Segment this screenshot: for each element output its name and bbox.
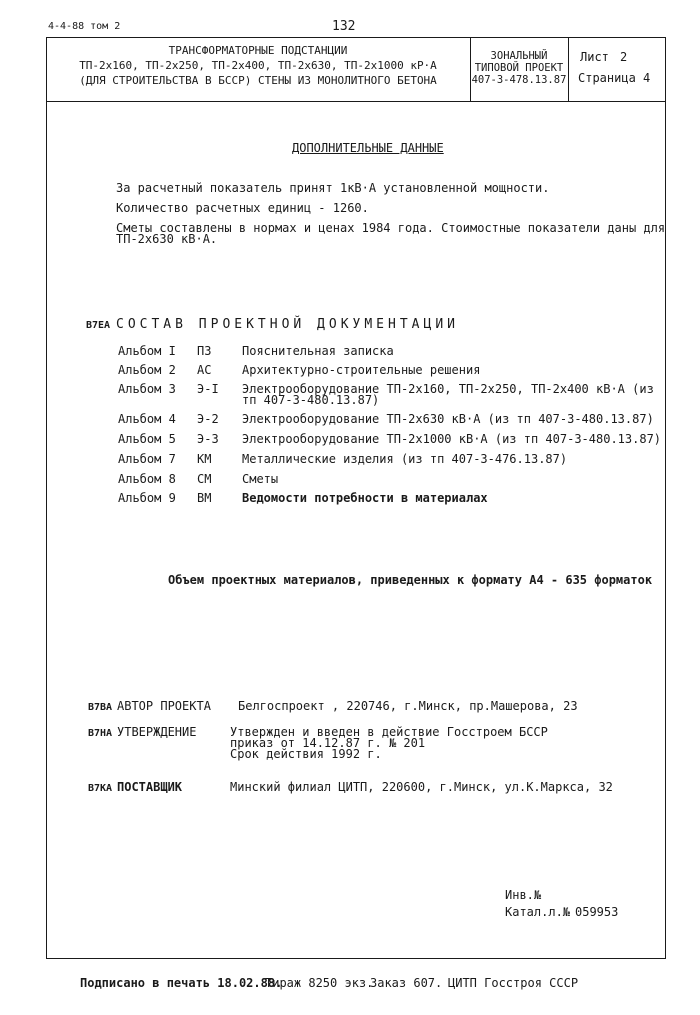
page-value: 4	[643, 71, 651, 85]
album-label: Альбом 5	[118, 432, 176, 446]
album-label: Альбом 2	[118, 363, 176, 377]
album-label: Альбом 8	[118, 472, 176, 486]
sheet-value: 2	[620, 50, 628, 64]
project-line: ЗОНАЛЬНЫЙ	[490, 50, 548, 62]
additional-line: Количество расчетных единиц - 1260.	[116, 201, 369, 215]
catalog-value: 059953	[575, 905, 619, 919]
album-name-continued: тп 407-3-480.13.87)	[242, 393, 380, 407]
approval-code: В7НА	[88, 728, 113, 739]
approval-line: Срок действия 1992 г.	[230, 747, 382, 761]
album-name: Ведомости потребности в материалах	[242, 491, 488, 505]
project-line: ТИПОВОЙ ПРОЕКТ	[474, 62, 564, 74]
header-title	[48, 43, 468, 88]
album-code: АС	[197, 363, 212, 377]
header-title-line: (ДЛЯ СТРОИТЕЛЬСТВА В БССР) СТЕНЫ ИЗ МОНОЛИТНОГО БЕТОНА	[79, 74, 437, 87]
sheet-label: Лист	[580, 50, 609, 64]
project-line: 407-3-478.13.87	[471, 74, 567, 86]
author-code: В7ВА	[88, 702, 113, 713]
additional-line: Сметы составлены в нормах и ценах 1984 года. Стоимостные показатели даны для	[116, 221, 666, 235]
footer-print-run: Тираж 8250 экз.	[265, 976, 374, 990]
additional-line: ТП-2х630 кВ·А.	[116, 232, 218, 246]
additional-line: За расчетный показатель принят 1кВ·А установленной мощности.	[116, 181, 550, 195]
footer-publisher: ЦИТП Госстроя СССР	[448, 976, 579, 990]
footer-signed: Подписано в печать 18.02.88.	[80, 976, 283, 990]
album-name: Архитектурно-строительные решения	[242, 363, 481, 377]
page-number: 132	[332, 19, 356, 34]
footer-order: Заказ 607.	[370, 976, 443, 990]
project-code-box	[471, 50, 567, 86]
album-code: Э-I	[197, 382, 219, 396]
album-code: Э-3	[197, 432, 219, 446]
header-divider-2	[568, 38, 569, 101]
album-name: Электрооборудование ТП-2х160, ТП-2х250, ТП-2х400 кВ·А (из	[242, 382, 654, 396]
page-label: Страница	[578, 71, 636, 85]
album-name: Сметы	[242, 472, 279, 486]
supplier-code: В7КА	[88, 783, 113, 794]
catalog-label: Катал.л.№	[505, 905, 571, 919]
composition-code: В7ЕА	[86, 320, 111, 331]
album-label: Альбом 3	[118, 382, 176, 396]
author-label: АВТОР ПРОЕКТА	[117, 699, 211, 713]
header-bottom-rule	[47, 101, 665, 102]
album-code: Э-2	[197, 412, 219, 426]
approval-line: приказ от 14.12.87 г. № 201	[230, 736, 426, 750]
volume-note: Объем проектных материалов, приведенных к формату А4 - 635 форматок	[168, 573, 653, 587]
album-label: Альбом 4	[118, 412, 176, 426]
approval-label: УТВЕРЖДЕНИЕ	[117, 725, 197, 739]
album-name: Электрооборудование ТП-2х1000 кВ·А (из тп 407-3-480.13.87)	[242, 432, 662, 446]
header-title-line: ТП-2х160, ТП-2х250, ТП-2х400, ТП-2х630, ТП-2х1000 кР·А	[79, 59, 437, 72]
album-code: СМ	[197, 472, 212, 486]
album-name: Электрооборудование ТП-2х630 кВ·А (из тп 407-3-480.13.87)	[242, 412, 654, 426]
album-code: ВМ	[197, 491, 212, 505]
inventory-label: Инв.№	[505, 888, 542, 902]
additional-heading: ДОПОЛНИТЕЛЬНЫЕ ДАННЫЕ	[292, 141, 444, 155]
album-label: Альбом 9	[118, 491, 176, 505]
top-note: 4-4-88 том 2	[48, 21, 121, 32]
album-code: ПЗ	[197, 344, 212, 358]
album-name: Пояснительная записка	[242, 344, 394, 358]
album-name: Металлические изделия (из тп 407-3-476.13.87)	[242, 452, 568, 466]
album-code: КМ	[197, 452, 212, 466]
album-label: Альбом I	[118, 344, 176, 358]
supplier-value: Минский филиал ЦИТП, 220600, г.Минск, ул.К.Маркса, 32	[230, 780, 613, 794]
approval-line: Утвержден и введен в действие Госстроем БССР	[230, 725, 548, 739]
supplier-label: ПОСТАВЩИК	[117, 780, 183, 794]
composition-heading: СОСТАВ ПРОЕКТНОЙ ДОКУМЕНТАЦИИ	[116, 317, 459, 332]
header-title-line: ТРАНСФОРМАТОРНЫЕ ПОДСТАНЦИИ	[168, 44, 348, 57]
album-label: Альбом 7	[118, 452, 176, 466]
author-value: Белгоспроект , 220746, г.Минск, пр.Машерова, 23	[238, 699, 578, 713]
